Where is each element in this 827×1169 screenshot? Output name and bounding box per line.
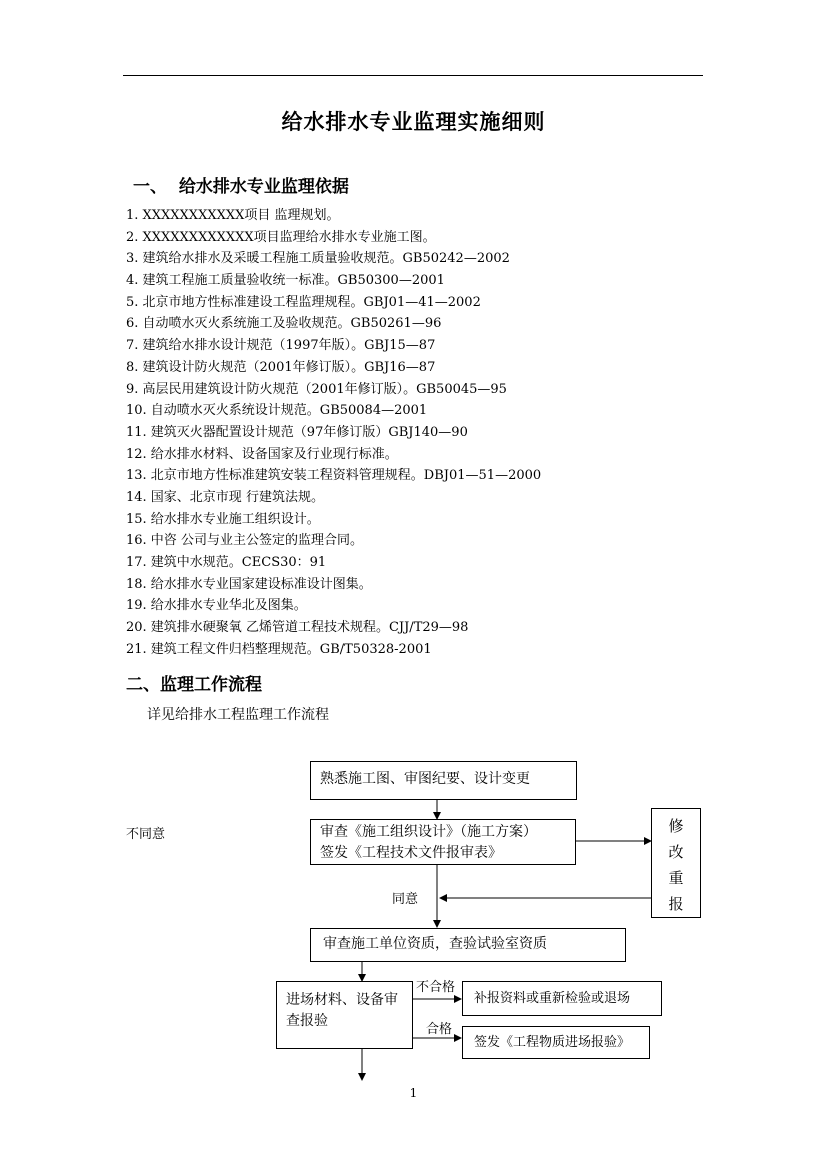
list-item: 2. XXXXXXXXXXXX项目监理给水排水专业施工图。 (126, 229, 436, 245)
list-item: 1. XXXXXXXXXXX项目 监理规划。 (126, 208, 340, 223)
list-item: 13. 北京市地方性标准建筑安装工程资料管理规程。DBJ01—51—2000 (126, 468, 542, 484)
page-number: 1 (409, 1086, 418, 1100)
flow-box-material-inspection: 进场材料、设备审查报验 (276, 981, 413, 1049)
flow-box-resubmit-or-remove: 补报资料或重新检验或退场 (462, 981, 662, 1016)
flow-box-check-qualifications: 审查施工单位资质，查验试验室资质 (310, 928, 626, 962)
list-item: 21. 建筑工程文件归档整理规范。GB/T50328-2001 (126, 641, 432, 657)
flow-box-revise-resubmit: 修 改 重 报 (651, 808, 701, 918)
flow-box-issue-entry-report: 签发《工程物质进场报验》 (462, 1026, 650, 1059)
flow-box-review-drawings: 熟悉施工图、审图纪要、设计变更 (310, 761, 577, 800)
label-disagree: 不同意 (126, 827, 166, 842)
list-item: 16. 中咨 公司与业主公签定的监理合同。 (126, 533, 363, 549)
list-item: 19. 给水排水专业华北及图集。 (126, 598, 307, 614)
list-item: 20. 建筑排水硬聚氧 乙烯管道工程技术规程。CJJ/T29—98 (126, 620, 469, 636)
list-item: 17. 建筑中水规范。CECS30：91 (126, 555, 327, 570)
section-1-heading: 一、 给水排水专业监理依据 (133, 177, 349, 197)
label-agree: 同意 (392, 892, 419, 907)
list-item: 12. 给水排水材料、设备国家及行业现行标准。 (126, 446, 398, 462)
list-item: 15. 给水排水专业施工组织设计。 (126, 511, 320, 527)
flow-box-review-construction-plan: 审查《施工组织设计》（施工方案） 签发《工程技术文件报审表》 (310, 819, 576, 865)
list-item: 3. 建筑给水排水及采暖工程施工质量验收规范。GB50242—2002 (126, 251, 510, 267)
list-item: 8. 建筑设计防火规范（2001年修订版）。GBJ16—87 (126, 359, 436, 375)
list-item: 14. 国家、北京市现 行建筑法规。 (126, 489, 324, 505)
list-item: 11. 建筑灭火器配置设计规范（97年修订版）GBJ140—90 (126, 424, 468, 440)
list-item: 10. 自动喷水灭火系统设计规范。GB50084—2001 (126, 403, 428, 419)
flow-intro: 详见给排水工程监理工作流程 (147, 707, 329, 723)
list-item: 18. 给水排水专业国家建设标准设计图集。 (126, 576, 372, 592)
label-pass: 合格 (426, 1022, 453, 1037)
list-item: 7. 建筑给水排水设计规范（1997年版）。GBJ15—87 (126, 338, 436, 354)
section-2-heading: 二、监理工作流程 (126, 675, 262, 695)
label-fail: 不合格 (416, 980, 456, 995)
document-title: 给水排水专业监理实施细则 (281, 110, 546, 134)
list-item: 5. 北京市地方性标准建设工程监理规程。GBJ01—41—2002 (126, 294, 481, 310)
list-item: 6. 自动喷水灭火系统施工及验收规范。GB50261—96 (126, 316, 442, 332)
list-item: 4. 建筑工程施工质量验收统一标准。GB50300—2001 (126, 273, 445, 289)
list-item: 9. 高层民用建筑设计防火规范（2001年修订版）。GB50045—95 (126, 381, 507, 397)
